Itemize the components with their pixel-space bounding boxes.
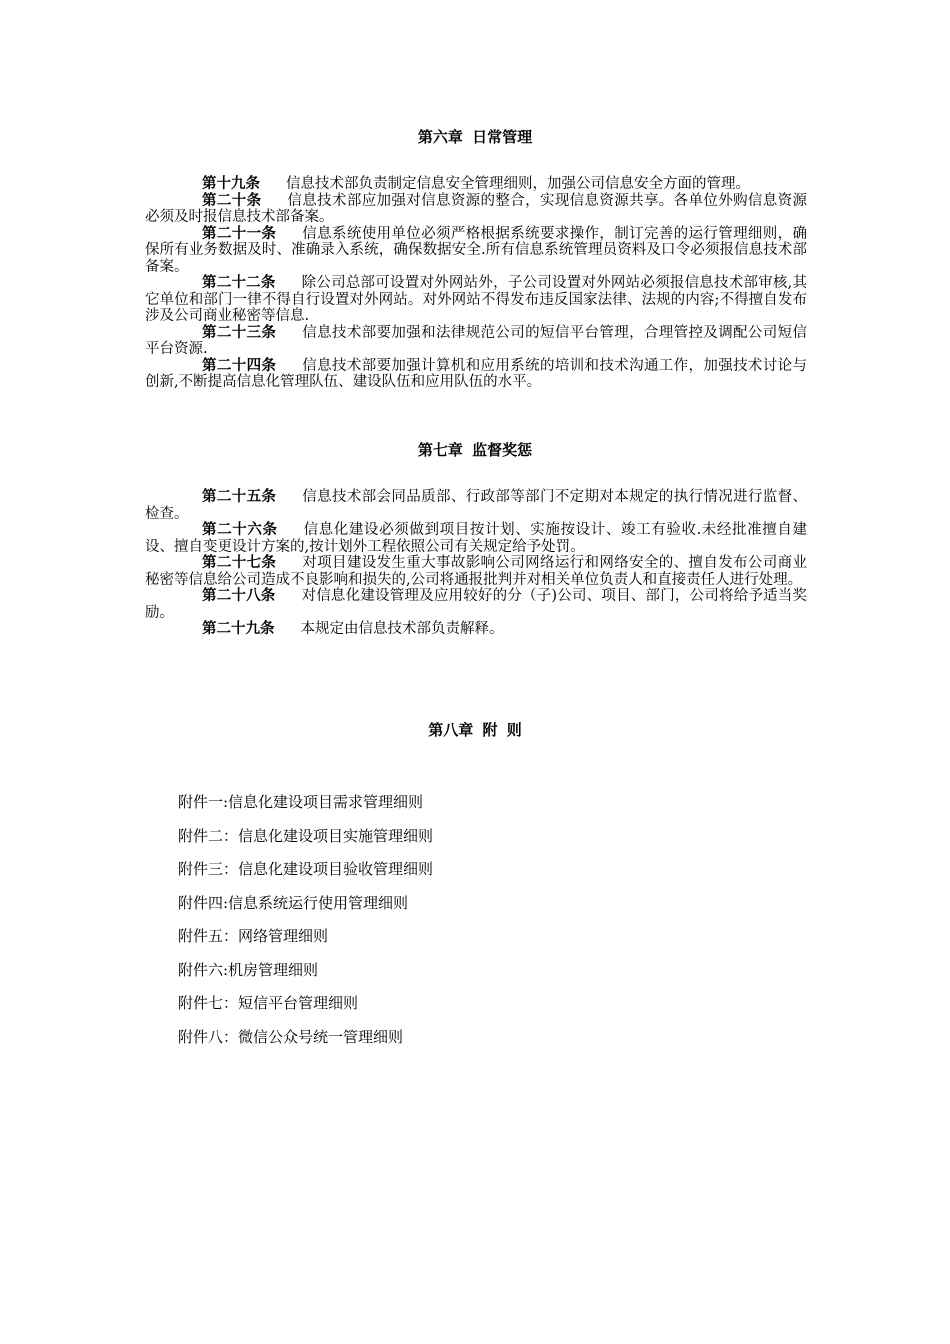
attachment-item: 附件八：微信公众号统一管理细则 (178, 1027, 404, 1046)
article-text: 除公司总部可设置对外网站外，子公司设置对外网站必须报信息技术部审核,其它单位和部门一律不得自行设置对外网站。对外网站不得发布违反国家法律、法规的内容;不得擅自发布涉及公司商业秘密等信息. (145, 275, 807, 324)
article-29 (145, 621, 807, 638)
chapter-6-title: 第六章 日常管理 (417, 128, 533, 146)
article-28 (145, 588, 807, 621)
article-27 (145, 555, 807, 588)
article-text: 信息技术部应加强对信息资源的整合，实现信息资源共享。各单位外购信息资源必须及时报信息技术部备案。 (145, 192, 807, 225)
article-number: 第二十条 (202, 192, 262, 209)
article-21 (145, 226, 807, 276)
chapter-8-title: 第八章 附 则 (428, 721, 522, 739)
article-20 (145, 193, 807, 226)
attachment-item: 附件六:机房管理细则 (178, 960, 319, 979)
attachment-item: 附件三：信息化建设项目验收管理细则 (178, 860, 434, 878)
article-23 (145, 325, 807, 358)
article-22 (145, 275, 807, 325)
article-number: 第二十八条 (202, 588, 276, 604)
article-number: 第二十九条 (202, 621, 275, 637)
attachment-item: 附件七：短信平台管理细则 (178, 994, 359, 1012)
attachment-item: 附件五：网络管理细则 (178, 927, 329, 945)
article-19 (145, 176, 807, 193)
article-25 (145, 489, 807, 522)
attachment-item: 附件一:信息化建设项目需求管理细则 (178, 793, 424, 811)
chapter-7-title: 第七章 监督奖惩 (417, 441, 533, 459)
article-26 (145, 522, 807, 555)
article-number: 第二十二条 (202, 275, 276, 291)
chapter-7-articles (145, 489, 807, 638)
article-text: 信息技术部负责制定信息安全管理细则，加强公司信息安全方面的管理。 (286, 176, 750, 192)
article-number: 第二十一条 (202, 225, 277, 242)
attachment-list (178, 793, 678, 1061)
article-number: 第二十七条 (202, 555, 277, 571)
article-text: 信息技术部要加强和法律规范公司的短信平台管理，合理管控及调配公司短信平台资源. (145, 324, 808, 357)
article-text: 对项目建设发生重大事故影响公司网络运行和网络安全的、擅自发布公司商业秘密等信息给公司造成不良影响和损失的,公司将通报批判并对相关单位负责人和直接责任人进行处理。 (145, 555, 808, 588)
article-text: 信息化建设必须做到项目按计划、实施按设计、竣工有验收.未经批准擅自建设、擅自变更设计方案的,按计划外工程依照公司有关规定给予处罚。 (145, 522, 807, 555)
article-number: 第二十六条 (202, 522, 278, 538)
article-text: 信息技术部要加强计算机和应用系统的培训和技术沟通工作，加强技术讨论与创新,不断提高信息化管理队伍、建设队伍和应用队伍的水平。 (145, 357, 808, 390)
attachment-item: 附件四:信息系统运行使用管理细则 (178, 893, 409, 912)
attachment-item: 附件二：信息化建设项目实施管理细则 (178, 826, 434, 845)
article-text: 信息系统使用单位必须严格根据系统要求操作，制订完善的运行管理细则，确保所有业务数据及时、准确录入系统，确保数据安全.所有信息系统管理员资料及口令必须报信息技术部备案。 (145, 225, 808, 275)
article-number: 第十九条 (202, 176, 260, 192)
article-text: 对信息化建设管理及应用较好的分（子)公司、项目、部门，公司将给予适当奖励。 (145, 588, 808, 621)
article-text: 本规定由信息技术部负责解释。 (300, 621, 504, 637)
article-number: 第二十三条 (202, 324, 277, 341)
article-number: 第二十四条 (202, 357, 277, 374)
chapter-6-articles (145, 176, 807, 391)
article-text: 信息技术部会同品质部、行政部等部门不定期对本规定的执行情况进行监督、检查。 (145, 489, 808, 522)
article-number: 第二十五条 (202, 489, 277, 505)
article-24 (145, 358, 807, 391)
